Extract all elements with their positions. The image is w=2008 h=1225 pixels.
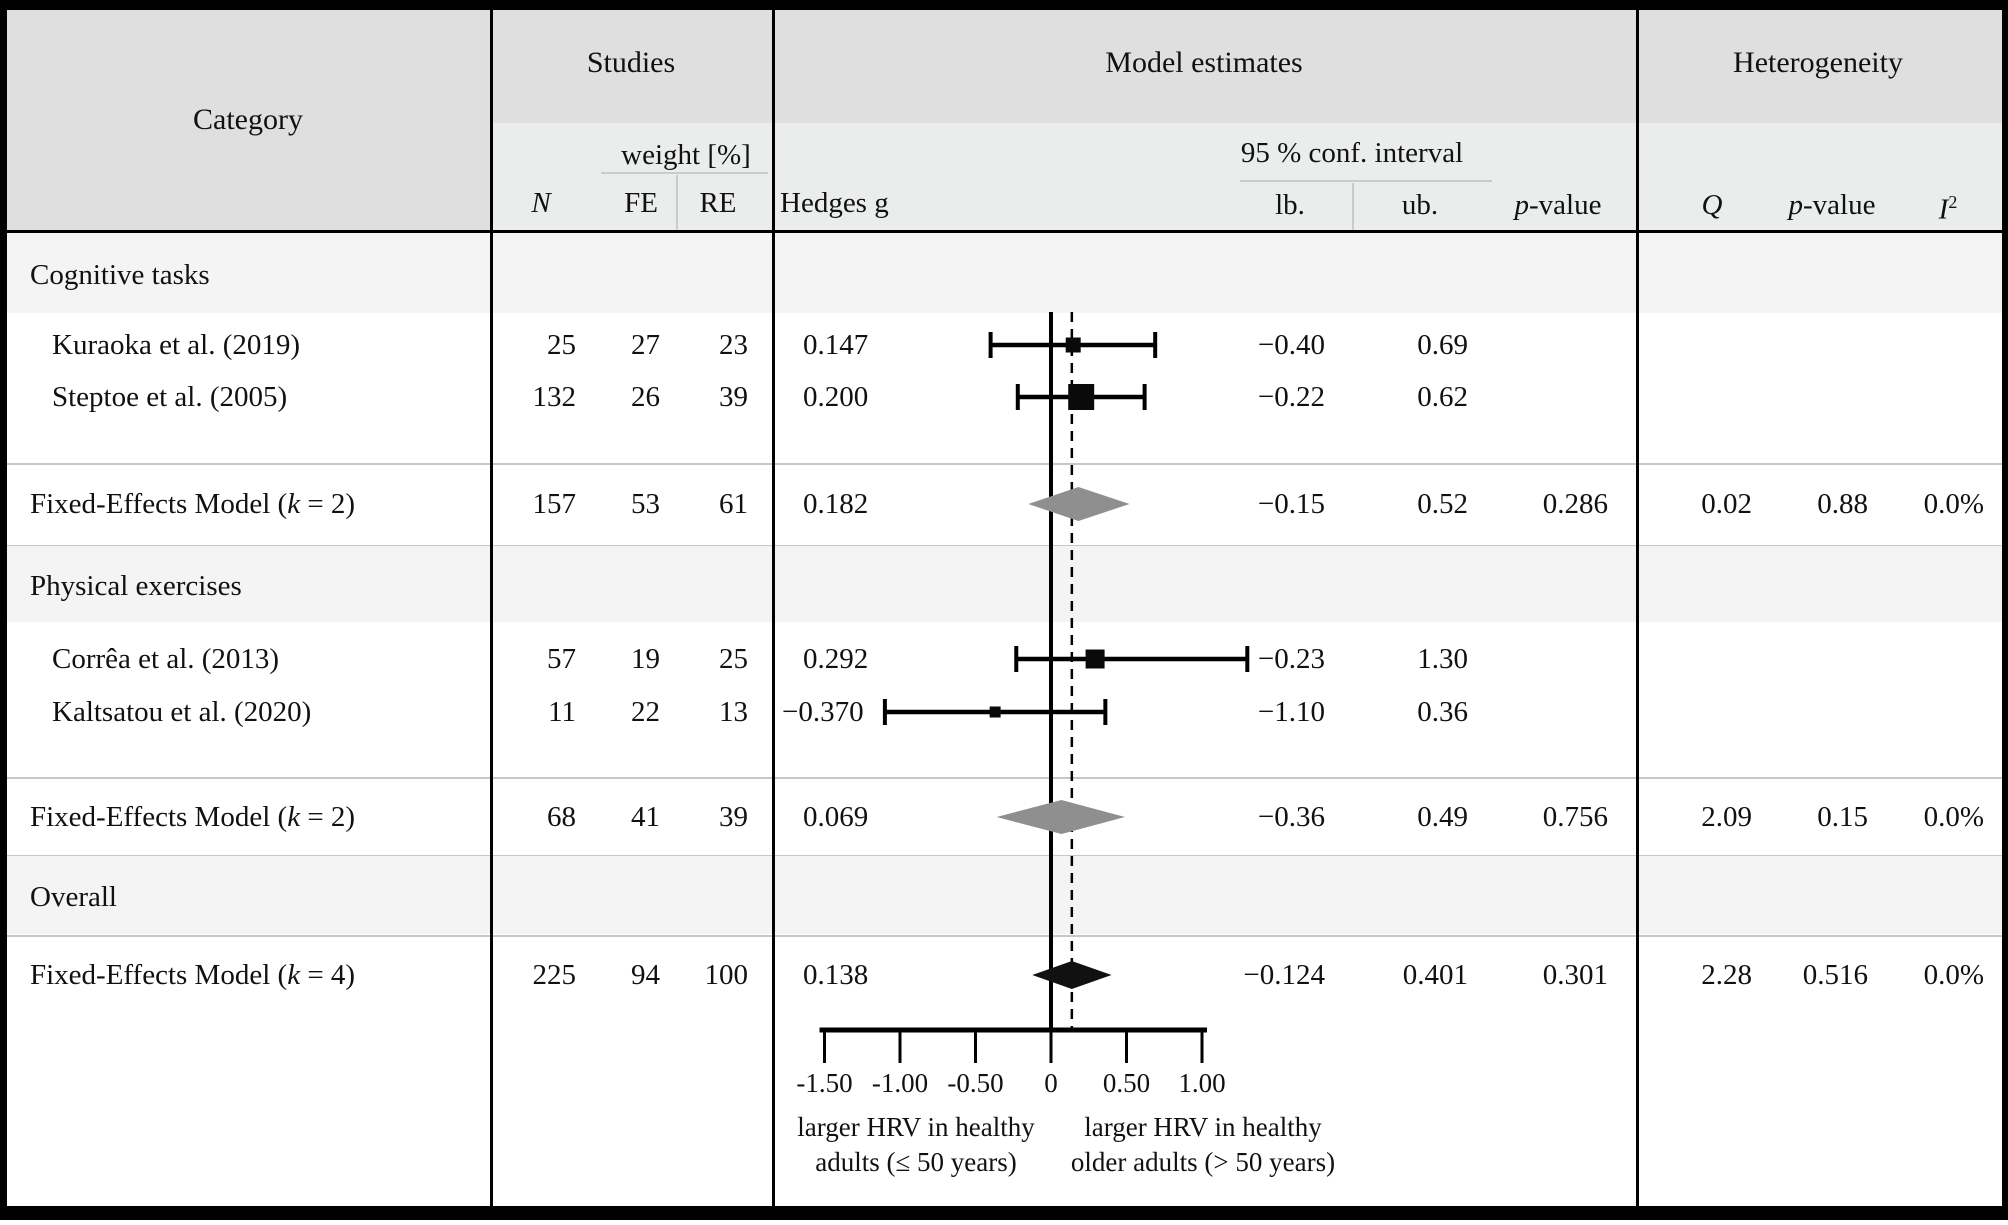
n-value: 132 <box>532 381 576 413</box>
table-border-right <box>2002 0 2008 1220</box>
study-label: Kuraoka et al. (2019) <box>52 329 301 361</box>
table-border-left <box>0 0 7 1220</box>
x-axis-tick-label: -0.50 <box>947 1068 1004 1098</box>
n-value: 11 <box>548 696 576 728</box>
re-weight-value: 100 <box>704 959 748 991</box>
ci-ub-value: 0.52 <box>1417 488 1468 520</box>
col-header-model-estimates: Model estimates <box>1105 46 1303 79</box>
hedges-g-value: 0.147 <box>803 329 869 361</box>
x-axis-tick-label: -1.50 <box>796 1068 853 1098</box>
summary-label: Fixed-Effects Model (k = 2) <box>30 801 356 833</box>
category-band <box>7 856 2002 934</box>
effect-size-box <box>1068 384 1094 410</box>
category-band <box>7 546 2002 622</box>
p-italic: p <box>1514 189 1530 221</box>
col-header-heterogeneity: Heterogeneity <box>1733 46 1903 79</box>
table-border-bottom <box>0 1206 2008 1220</box>
het-p-value: 0.88 <box>1817 488 1868 520</box>
row-separator <box>7 463 2002 465</box>
hedges-g-value: 0.069 <box>803 801 869 833</box>
i2-value: 0.0% <box>1923 488 1984 520</box>
category-band <box>7 233 2002 313</box>
ci-ub-value: 0.36 <box>1417 696 1468 728</box>
axis-left-direction-label <box>797 1110 1035 1180</box>
p-value: 0.286 <box>1542 488 1608 520</box>
col-header-conf-interval: 95 % conf. interval <box>1240 137 1464 169</box>
border-category-studies <box>490 10 493 1206</box>
ci-lb-value: −0.23 <box>1257 643 1325 675</box>
ci-ub-value: 0.69 <box>1417 329 1468 361</box>
fe-weight-value: 26 <box>631 381 660 413</box>
p-suffix: -value <box>1529 189 1602 221</box>
ci-ub-value: 0.401 <box>1402 959 1468 991</box>
fe-weight-value: 27 <box>631 329 660 361</box>
col-header-het-p-value <box>1789 185 1876 225</box>
q-value: 2.28 <box>1701 959 1752 991</box>
het-p-italic: p <box>1788 189 1804 221</box>
re-weight-value: 39 <box>719 381 748 413</box>
col-header-fe: FE <box>624 187 658 219</box>
col-header-studies: Studies <box>586 46 676 79</box>
q-value: 0.02 <box>1701 488 1752 520</box>
fe-weight-value: 53 <box>631 488 660 520</box>
summary-diamond <box>1028 487 1129 521</box>
het-p-value: 0.15 <box>1817 801 1868 833</box>
col-header-n <box>531 183 550 223</box>
axis-right-direction-line2: older adults (> 50 years) <box>1070 1147 1336 1177</box>
ci-ub-value: 1.30 <box>1417 643 1468 675</box>
effect-size-box <box>1086 650 1105 669</box>
n-italic: N <box>531 187 551 219</box>
lb-ub-divider <box>1352 183 1354 230</box>
col-header-hedges-g: Hedges g <box>780 187 889 219</box>
x-axis-tick-label: 0 <box>1044 1068 1058 1098</box>
axis-right-direction-label <box>1071 1110 1335 1180</box>
fe-weight-value: 94 <box>631 959 660 991</box>
q-value: 2.09 <box>1701 801 1752 833</box>
ci-lb-value: −0.15 <box>1257 488 1325 520</box>
n-value: 157 <box>532 488 576 520</box>
study-label: Kaltsatou et al. (2020) <box>52 696 312 728</box>
col-header-i2 <box>1938 182 1958 226</box>
fe-weight-value: 22 <box>631 696 660 728</box>
n-value: 57 <box>547 643 576 675</box>
category-label: Overall <box>30 881 117 913</box>
het-p-value: 0.516 <box>1802 959 1868 991</box>
re-weight-value: 13 <box>719 696 748 728</box>
summary-label: Fixed-Effects Model (k = 2) <box>30 488 356 520</box>
i2-value: 0.0% <box>1923 801 1984 833</box>
i2-italic: I <box>1938 193 1949 226</box>
ci-underline <box>1240 180 1492 182</box>
col-header-ub: ub. <box>1401 189 1439 221</box>
re-weight-value: 25 <box>719 643 748 675</box>
re-weight-value: 23 <box>719 329 748 361</box>
hedges-g-value: 0.138 <box>803 959 869 991</box>
study-label: Corrêa et al. (2013) <box>52 643 280 675</box>
n-value: 68 <box>547 801 576 833</box>
fe-weight-value: 41 <box>631 801 660 833</box>
i2-value: 0.0% <box>1923 959 1984 991</box>
axis-left-direction-line2: adults (≤ 50 years) <box>815 1147 1017 1177</box>
summary-diamond <box>997 800 1125 834</box>
ci-lb-value: −0.22 <box>1257 381 1325 413</box>
row-separator <box>7 935 2002 937</box>
table-border-top <box>0 0 2008 10</box>
hedges-g-value: 0.200 <box>803 381 869 413</box>
summary-diamond <box>1032 961 1111 989</box>
x-axis-tick-label: 0.50 <box>1102 1068 1151 1098</box>
col-header-category: Category <box>193 103 303 136</box>
ci-lb-value: −1.10 <box>1257 696 1325 728</box>
category-label: Cognitive tasks <box>30 259 210 291</box>
hedges-g-value: 0.292 <box>803 643 869 675</box>
n-value: 25 <box>547 329 576 361</box>
hedges-g-value: −0.370 <box>782 696 864 728</box>
row-separator <box>7 777 2002 779</box>
x-axis-tick-label: -1.00 <box>871 1068 929 1098</box>
ci-lb-value: −0.124 <box>1243 959 1325 991</box>
border-model-heterogeneity <box>1636 10 1639 1206</box>
q-italic: Q <box>1701 189 1723 221</box>
ci-ub-value: 0.62 <box>1417 381 1468 413</box>
het-p-suffix: -value <box>1803 189 1876 221</box>
fe-weight-value: 19 <box>631 643 660 675</box>
study-label: Steptoe et al. (2005) <box>52 381 288 413</box>
ci-lb-value: −0.40 <box>1257 329 1325 361</box>
n-value: 225 <box>532 959 576 991</box>
col-header-q <box>1702 185 1723 225</box>
ci-ub-value: 0.49 <box>1417 801 1468 833</box>
category-label: Physical exercises <box>30 570 242 602</box>
hedges-g-value: 0.182 <box>803 488 869 520</box>
col-header-lb: lb. <box>1275 189 1305 221</box>
col-header-weight-pct: weight [%] <box>621 139 751 171</box>
x-axis-tick-label: 1.00 <box>1178 1068 1226 1098</box>
summary-label: Fixed-Effects Model (k = 4) <box>30 959 356 991</box>
axis-right-direction-line1: larger HRV in healthy <box>1084 1112 1322 1142</box>
p-value: 0.301 <box>1542 959 1608 991</box>
p-value: 0.756 <box>1542 801 1608 833</box>
fe-re-divider <box>676 175 678 230</box>
effect-size-box <box>1066 338 1081 353</box>
col-header-p-value <box>1515 185 1602 225</box>
border-studies-model <box>772 10 775 1206</box>
effect-size-box <box>990 707 1001 718</box>
i2-sup: 2 <box>1948 192 1958 212</box>
re-weight-value: 39 <box>719 801 748 833</box>
re-weight-value: 61 <box>719 488 748 520</box>
weight-underline <box>601 172 768 174</box>
header-body-separator <box>0 230 2008 233</box>
ci-lb-value: −0.36 <box>1257 801 1325 833</box>
axis-left-direction-line1: larger HRV in healthy <box>797 1112 1035 1142</box>
col-header-re: RE <box>699 187 737 219</box>
